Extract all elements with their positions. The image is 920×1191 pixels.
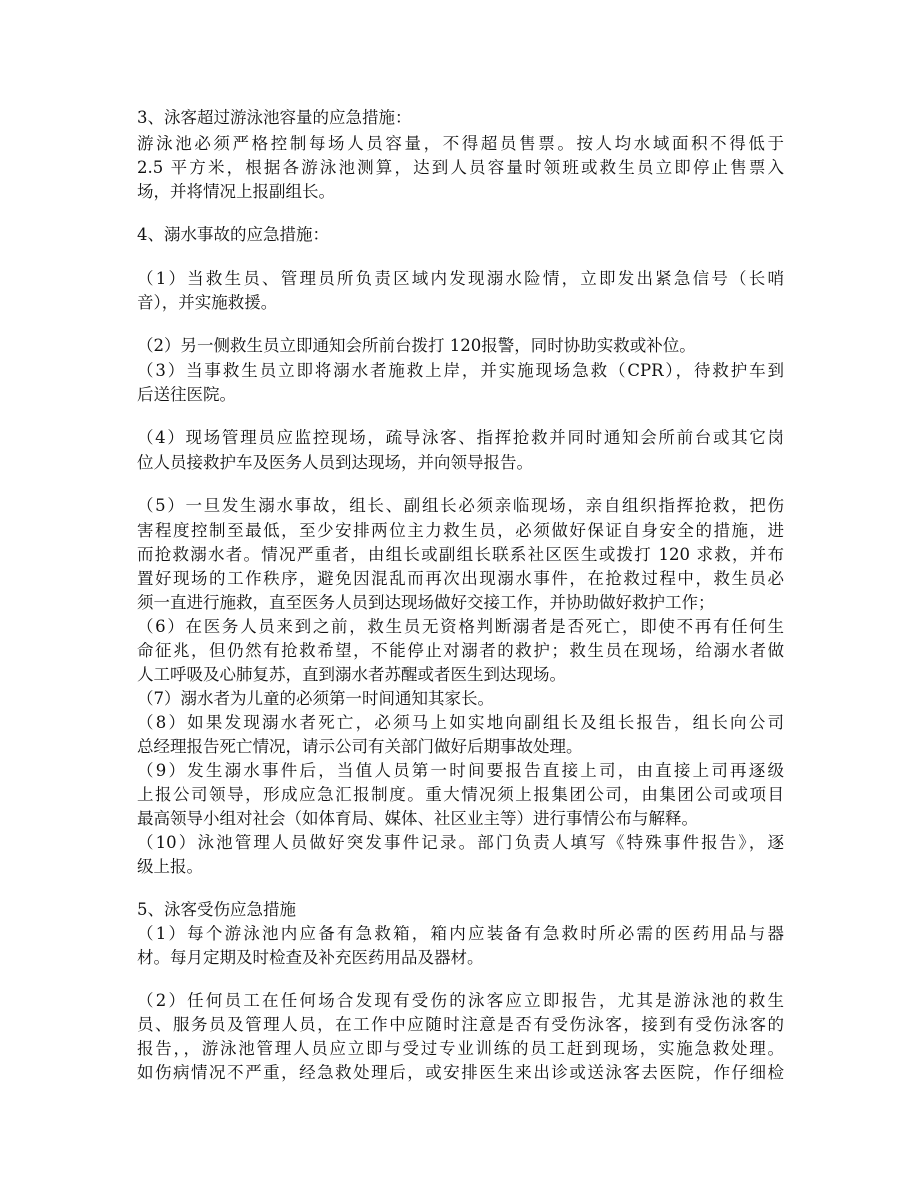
paragraph-line: 而抢救溺水者。情况严重者，由组长或副组长联系社区医生或拨打 120 求救，并布 bbox=[137, 545, 784, 564]
paragraph-line: （10）泳池管理人员做好突发事件记录。部门负责人填写《特殊事件报告》，逐 bbox=[137, 833, 784, 852]
paragraph-line: 须一直进行施救，直至医务人员到达现场做好交接工作，并协助做好救护工作； bbox=[137, 593, 715, 612]
section-5-heading: 5、泳客受伤应急措施 bbox=[137, 900, 296, 919]
section-3-heading: 3、泳客超过游泳池容量的应急措施： bbox=[137, 108, 412, 127]
paragraph-line: 2.5 平方米，根据各游泳池测算，达到人员容量时领班或救生员立即停止售票入 bbox=[137, 158, 784, 177]
paragraph-line: 上报公司领导，形成应急汇报制度。重大情况须上报集团公司，由集团公司或项目 bbox=[137, 785, 784, 804]
paragraph-line: 位人员接救护车及医务人员到达现场，并向领导报告。 bbox=[137, 453, 533, 472]
paragraph-line: 游泳池必须严格控制每场人员容量，不得超员售票。按人均水域面积不得低于 bbox=[137, 134, 784, 153]
paragraph-line: （2）任何员工在任何场合发现有受伤的泳客应立即报告，尤其是游泳池的救生 bbox=[137, 991, 784, 1010]
paragraph-line: 音），并实施救援。 bbox=[137, 293, 278, 312]
paragraph-line: 置好现场的工作秩序，避免因混乱而再次出现溺水事件，在抢救过程中，救生员必 bbox=[137, 569, 784, 588]
paragraph-line: （1）当救生员、管理员所负责区域内发现溺水险情，立即发出紧急信号（长哨 bbox=[137, 269, 784, 288]
paragraph-line: 后送往医院。 bbox=[137, 385, 236, 404]
paragraph-line: 级上报。 bbox=[137, 857, 203, 876]
paragraph-line: 最高领导小组对社会（如体育局、媒体、社区业主等）进行事情公布与解释。 bbox=[137, 809, 698, 828]
paragraph-line: （7）溺水者为儿童的必须第一时间通知其家长。 bbox=[137, 689, 494, 708]
paragraph-line: 材。每月定期及时检查及补充医药用品及器材。 bbox=[137, 948, 484, 967]
paragraph-line: 如伤病情况不严重，经急救处理后，或安排医生来出诊或送泳客去医院，作仔细检 bbox=[137, 1063, 784, 1082]
paragraph-line: （8）如果发现溺水者死亡，必须马上如实地向副组长及组长报告，组长向公司 bbox=[137, 713, 784, 732]
paragraph-line: （4）现场管理员应监控现场，疏导泳客、指挥抢救并同时通知会所前台或其它岗 bbox=[137, 428, 784, 447]
paragraph-line: 总经理报告死亡情况，请示公司有关部门做好后期事故处理。 bbox=[137, 737, 583, 756]
paragraph-line: 害程度控制至最低，至少安排两位主力救生员，必须做好保证自身安全的措施，进 bbox=[137, 521, 784, 540]
paragraph-line: （2）另一侧救生员立即通知会所前台拨打 120报警，同时协助实救或补位。 bbox=[137, 336, 696, 355]
paragraph-line: 员、服务员及管理人员，在工作中应随时注意是否有受伤泳客，接到有受伤泳客的 bbox=[137, 1015, 784, 1034]
paragraph-line: 命征兆，但仍然有抢救希望，不能停止对溺者的救护；救生员在现场，给溺水者做 bbox=[137, 641, 784, 660]
paragraph-line: （5）一旦发生溺水事故，组长、副组长必须亲临现场，亲自组织指挥抢救，把伤 bbox=[137, 496, 784, 515]
paragraph-line: 报告，，游泳池管理人员应立即与受过专业训练的员工赶到现场，实施急救处理。 bbox=[137, 1039, 784, 1058]
paragraph-line: 人工呼吸及心肺复苏，直到溺水者苏醒或者医生到达现场。 bbox=[137, 665, 566, 684]
paragraph-line: 场，并将情况上报副组长。 bbox=[137, 182, 335, 201]
paragraph-line: （1）每个游泳池内应备有急救箱，箱内应装备有急救时所必需的医药用品与器 bbox=[137, 924, 784, 943]
section-4-heading: 4、溺水事故的应急措施： bbox=[137, 225, 329, 244]
paragraph-line: （3）当事救生员立即将溺水者施救上岸，并实施现场急救（CPR），待救护车到 bbox=[137, 361, 784, 380]
paragraph-line: （6）在医务人员来到之前，救生员无资格判断溺者是否死亡，即使不再有任何生 bbox=[137, 617, 784, 636]
paragraph-line: （9）发生溺水事件后，当值人员第一时间要报告直接上司，由直接上司再逐级 bbox=[137, 761, 784, 780]
